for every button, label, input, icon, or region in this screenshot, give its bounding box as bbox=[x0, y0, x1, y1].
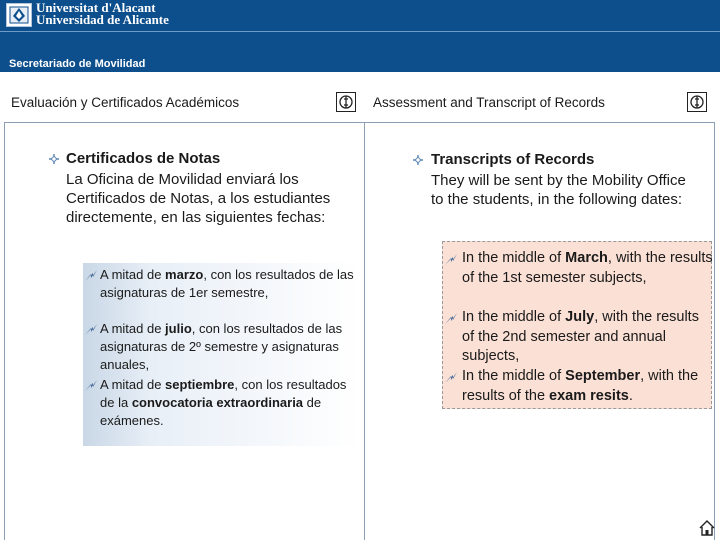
university-logo-icon bbox=[6, 3, 32, 27]
left-item-1: A mitad de marzo, con los resultados de las asignaturas de 1er semestre, bbox=[100, 267, 354, 300]
left-item-2: A mitad de julio, con los resultados de las asignaturas de 2º semestre y asignaturas anuales, bbox=[100, 321, 343, 372]
right-item-2: In the middle of July, with the results of the 2nd semester and annual subjects, bbox=[462, 309, 699, 364]
frame-left-line bbox=[4, 122, 5, 540]
arrow-bullet-icon bbox=[85, 380, 97, 391]
header-banner bbox=[0, 0, 720, 72]
tfd-icon bbox=[687, 92, 707, 112]
frame-right-line bbox=[714, 122, 715, 540]
unit-name: Secretariado de Movilidad bbox=[9, 58, 146, 70]
arrow-bullet-icon bbox=[445, 313, 457, 324]
tfd-icon bbox=[336, 92, 356, 112]
right-column-title: Assessment and Transcript of Records bbox=[373, 95, 605, 110]
arrow-bullet-icon bbox=[85, 270, 97, 281]
frame-middle-line bbox=[364, 122, 365, 540]
left-section-body: La Oficina de Movilidad enviará los Certificados de Notas, a los estudiantes directemente, en las siguientes fechas: bbox=[66, 171, 331, 226]
right-item-3: In the middle of September, with the results of the exam resits. bbox=[462, 368, 699, 404]
left-column-title: Evaluación y Certificados Académicos bbox=[11, 95, 240, 110]
home-icon[interactable] bbox=[698, 519, 716, 537]
header-divider bbox=[0, 31, 720, 32]
arrow-bullet-icon bbox=[445, 254, 457, 265]
right-section-body: They will be sent by the Mobility Office to the students, in the following dates: bbox=[431, 172, 686, 208]
right-section-heading: Transcripts of Records bbox=[431, 151, 595, 168]
right-item-1: In the middle of March, with the results of the 1st semester subjects, bbox=[462, 250, 713, 286]
arrow-bullet-icon bbox=[445, 372, 457, 383]
bullet-cross-icon bbox=[49, 154, 59, 164]
university-name-es: Universidad de Alicante bbox=[36, 12, 169, 27]
left-item-3: A mitad de septiembre, con los resultados de la convocatoria extraordinaria de exámenes. bbox=[100, 377, 347, 428]
university-name-va: Universitat d'Alacant bbox=[36, 0, 156, 15]
arrow-bullet-icon bbox=[85, 324, 97, 335]
frame-top-line bbox=[4, 122, 714, 123]
left-section-heading: Certificados de Notas bbox=[66, 150, 221, 167]
bullet-cross-icon bbox=[413, 155, 423, 165]
